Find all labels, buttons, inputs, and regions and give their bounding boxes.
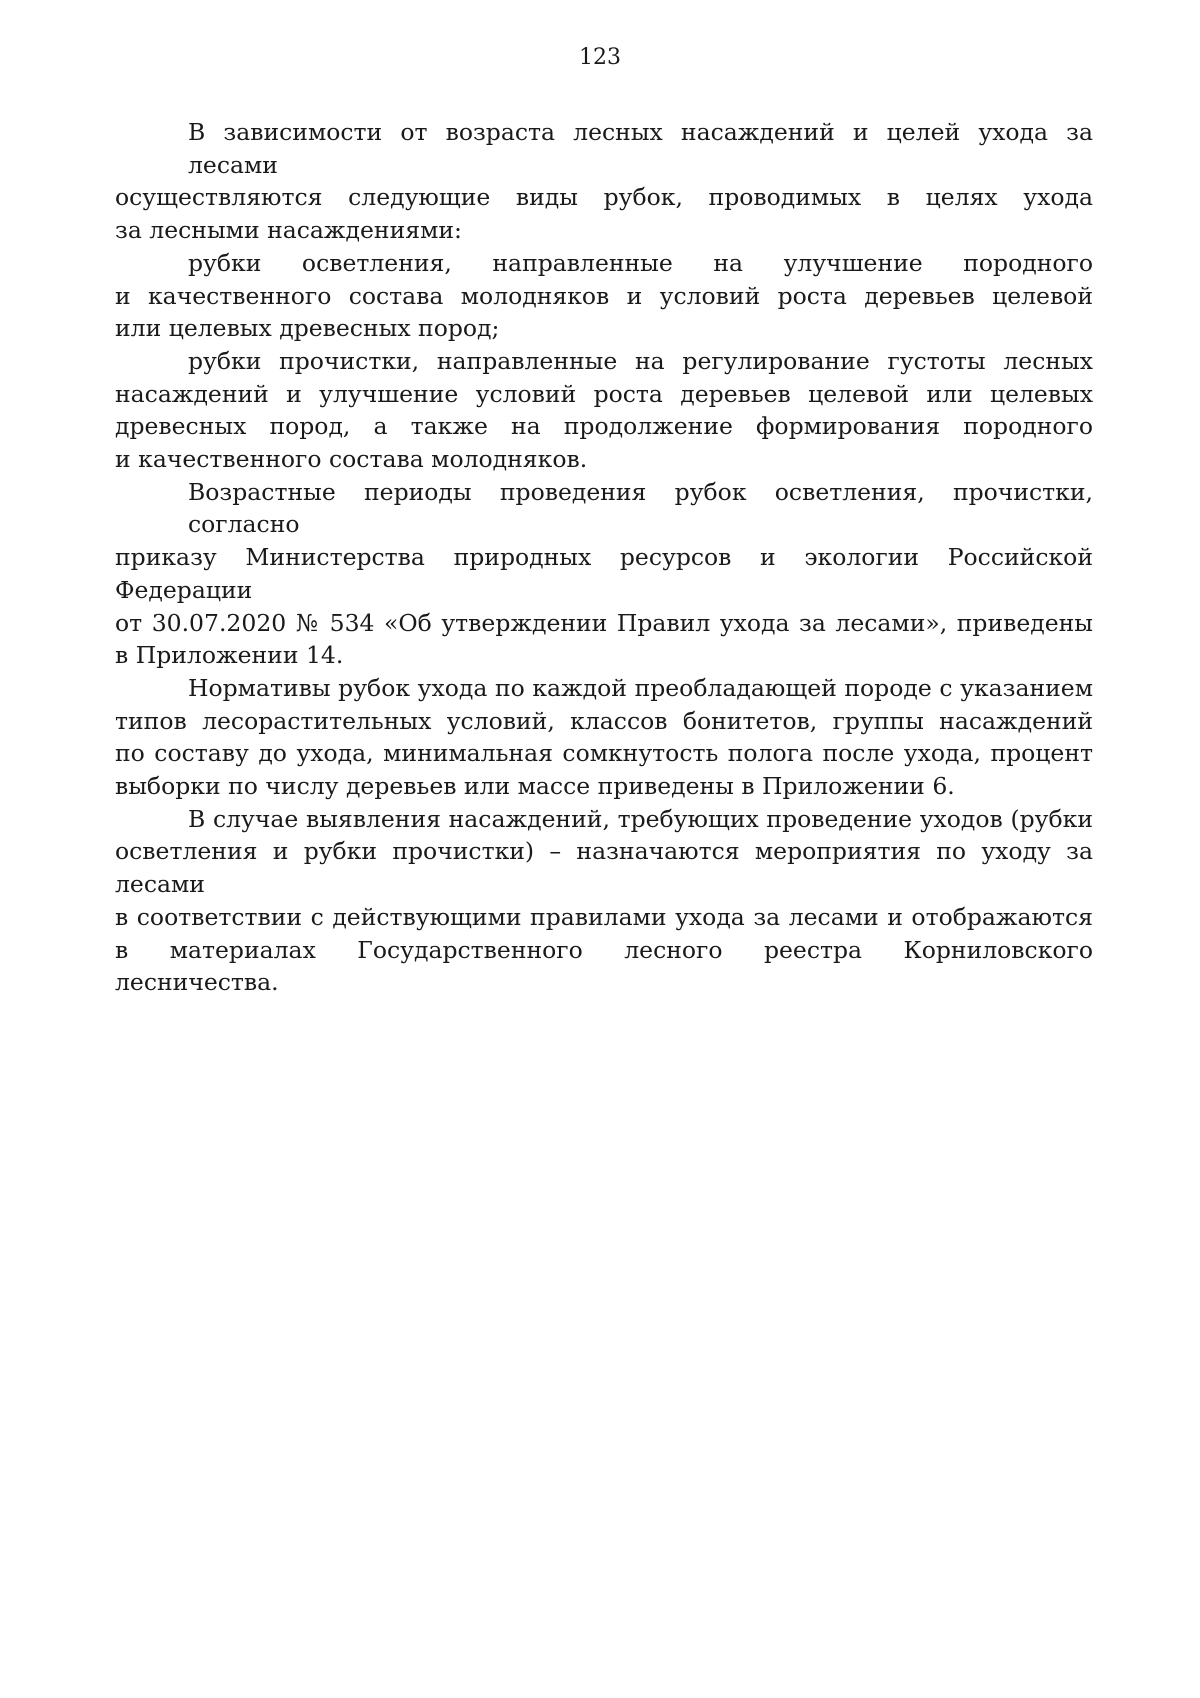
document-body <box>115 116 1093 999</box>
text-line: В случае выявления насаждений, требующих проведение уходов (рубки <box>188 804 1093 833</box>
text-line: по составу до ухода, минимальная сомкнутость полога после ухода, процент <box>115 739 1093 768</box>
text-line: насаждений и улучшение условий роста деревьев целевой или целевых <box>115 379 1093 408</box>
text-line: за лесными насаждениями: <box>115 216 462 245</box>
text-line: рубки осветления, направленные на улучшение породного <box>188 248 1093 277</box>
text-line: выборки по числу деревьев или массе приведены в Приложении 6. <box>115 772 955 801</box>
text-line: в Приложении 14. <box>115 641 344 670</box>
paragraph-thinning-cuttings <box>115 345 1093 476</box>
text-line: Возрастные периоды проведения рубок осветления, прочистки, согласно <box>188 477 1093 539</box>
text-line: типов лесорастительных условий, классов бонитетов, группы насаждений <box>115 706 1093 735</box>
paragraph-clearing-cuttings <box>115 247 1093 345</box>
page-number: 123 <box>579 45 621 70</box>
text-line: в соответствии с действующими правилами ухода за лесами и отображаются <box>115 902 1093 931</box>
paragraph-cutting-types-intro <box>115 116 1093 247</box>
text-line: Нормативы рубок ухода по каждой преобладающей породе с указанием <box>188 673 1093 702</box>
text-line: В зависимости от возраста лесных насаждений и целей ухода за лесами <box>188 118 1093 179</box>
text-line: приказу Министерства природных ресурсов и экологии Российской Федерации <box>115 543 1093 604</box>
text-line: от 30.07.2020 № 534 «Об утверждении Правил ухода за лесами», приведены <box>115 608 1093 637</box>
text-line: рубки прочистки, направленные на регулирование густоты лесных <box>188 346 1093 375</box>
text-line: древесных пород, а также на продолжение формирования породного <box>115 412 1093 441</box>
text-line: осветления и рубки прочистки) – назначаются мероприятия по уходу за лесами <box>115 837 1093 899</box>
paragraph-cutting-standards <box>115 672 1093 803</box>
paragraph-age-periods <box>115 476 1093 672</box>
text-line: в материалах Государственного лесного реестра Корниловского лесничества. <box>115 935 1093 997</box>
text-line: и качественного состава молодняков. <box>115 445 588 474</box>
text-line: или целевых древесных пород; <box>115 314 500 343</box>
text-line: осуществляются следующие виды рубок, проводимых в целях ухода <box>115 183 1093 212</box>
paragraph-care-measures <box>115 803 1093 999</box>
text-line: и качественного состава молодняков и условий роста деревьев целевой <box>115 281 1093 310</box>
